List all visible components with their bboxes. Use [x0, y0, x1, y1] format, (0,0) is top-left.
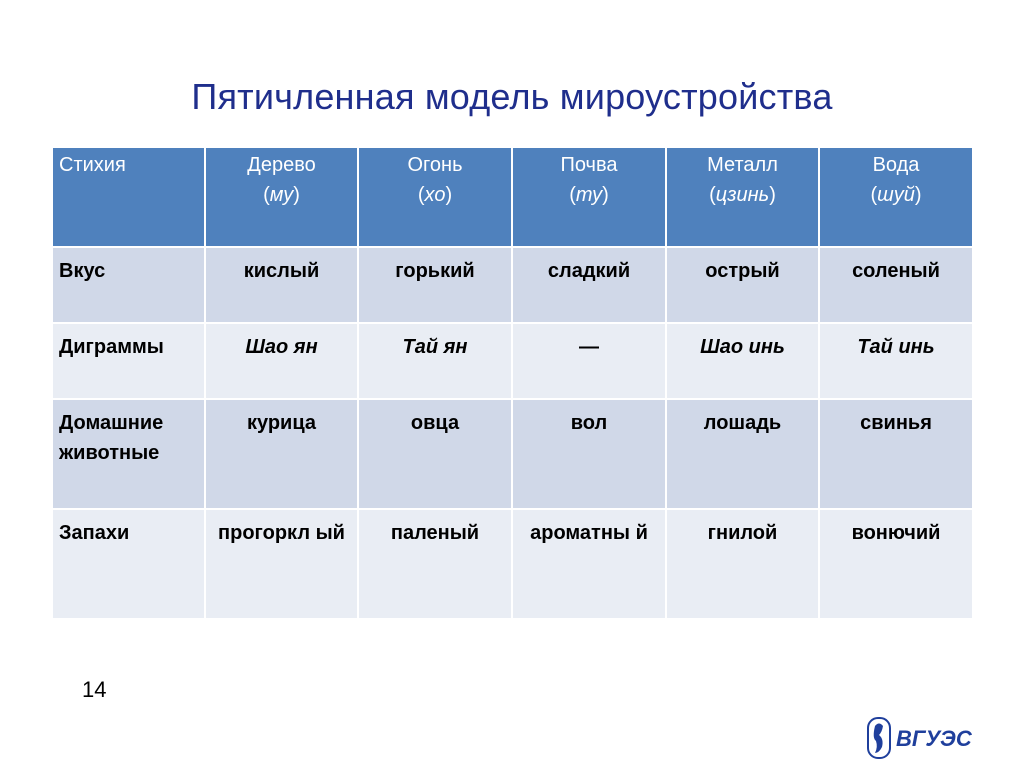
table-cell: — — [512, 323, 666, 399]
row-label: Диграммы — [52, 323, 205, 399]
header-cell-earth — [512, 147, 666, 247]
table-cell: Шао ян — [205, 323, 358, 399]
header-cell-wood — [205, 147, 358, 247]
table-cell: паленый — [358, 509, 512, 619]
table-cell: вонючий — [819, 509, 973, 619]
header-cell-metal — [666, 147, 819, 247]
table-cell: вол — [512, 399, 666, 509]
header-label-cell — [52, 147, 205, 247]
element-name: Вода — [872, 154, 920, 176]
university-logo — [866, 712, 986, 762]
table-cell: Шао инь — [666, 323, 819, 399]
five-elements-table — [51, 146, 974, 620]
table-row-animals — [52, 399, 973, 509]
element-translit: (шуй) — [870, 184, 922, 206]
row-label: Домашние животные — [52, 399, 205, 509]
table-cell: Тай ян — [358, 323, 512, 399]
table-cell: свинья — [819, 399, 973, 509]
table-cell: Тай инь — [819, 323, 973, 399]
table-cell: острый — [666, 247, 819, 323]
slide-title: Пятичленная модель мироустройства — [191, 76, 833, 117]
table-cell: горький — [358, 247, 512, 323]
element-translit: (му) — [263, 184, 300, 206]
slide-number: 14 — [82, 677, 107, 702]
element-translit: (ту) — [569, 184, 609, 206]
row-label: Запахи — [52, 509, 205, 619]
element-translit: (хо) — [417, 184, 453, 206]
header-cell-fire — [358, 147, 512, 247]
table-cell: сладкий — [512, 247, 666, 323]
table-header-row — [52, 147, 973, 247]
logo-emblem-icon — [868, 718, 890, 758]
header-label: Стихия — [59, 154, 126, 176]
table-cell: соленый — [819, 247, 973, 323]
table-cell: овца — [358, 399, 512, 509]
table-row-taste — [52, 247, 973, 323]
logo-text: ВГУЭС — [896, 726, 972, 751]
table-cell: лошадь — [666, 399, 819, 509]
element-translit: (цзинь) — [709, 184, 776, 206]
table-row-digrams — [52, 323, 973, 399]
element-name: Почва — [560, 154, 618, 176]
table-cell: ароматны й — [512, 509, 666, 619]
row-label: Вкус — [52, 247, 205, 323]
element-name: Дерево — [247, 154, 316, 176]
header-cell-water — [819, 147, 973, 247]
table-cell: прогоркл ый — [205, 509, 358, 619]
table-cell: кислый — [205, 247, 358, 323]
element-name: Огонь — [407, 154, 463, 176]
element-name: Металл — [707, 154, 778, 176]
table-row-smells — [52, 509, 973, 619]
table-cell: курица — [205, 399, 358, 509]
table-cell: гнилой — [666, 509, 819, 619]
